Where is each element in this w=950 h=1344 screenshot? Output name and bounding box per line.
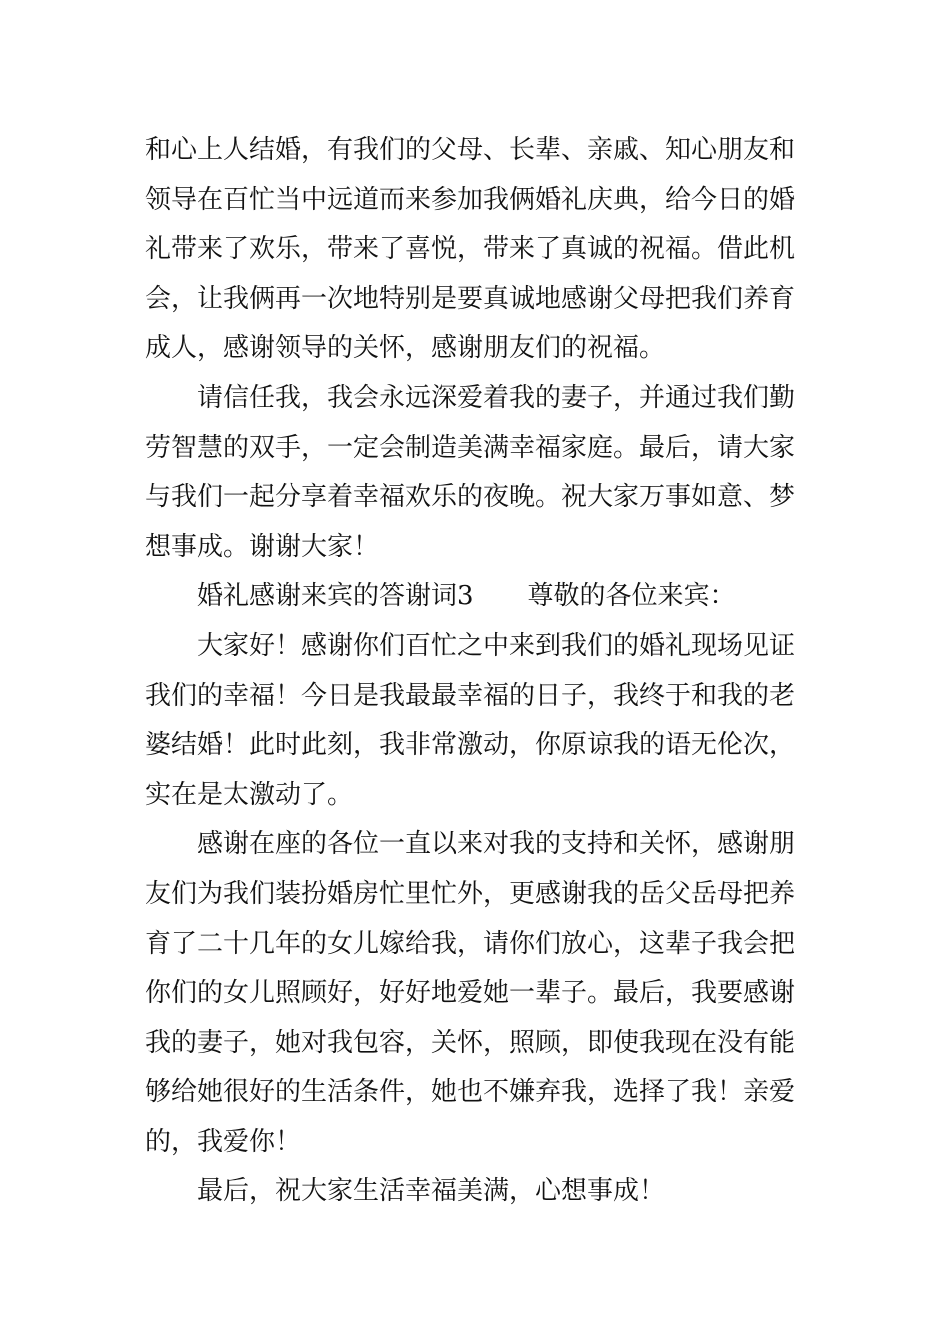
section-heading: 婚礼感谢来宾的答谢词3: [197, 581, 474, 612]
paragraph-3: [145, 622, 807, 820]
text-line: 领导在百忙当中远道而来参加我俩婚礼庆典，给今日的婚: [145, 184, 796, 215]
text-line: 育了二十几年的女儿嫁给我，请你们放心，这辈子我会把: [145, 928, 796, 959]
text-line: 成人，感谢领导的关怀，感谢朋友们的祝福。: [145, 333, 666, 364]
section-heading-line: [145, 572, 807, 622]
text-line: 大家好！感谢你们百忙之中来到我们的婚礼现场见证: [197, 630, 796, 661]
text-line: 友们为我们装扮婚房忙里忙外，更感谢我的岳父岳母把养: [145, 878, 796, 909]
text-line: 婆结婚！此时此刻，我非常激动，你原谅我的语无伦次，: [145, 730, 796, 761]
text-line: 会，让我俩再一次地特别是要真诚地感谢父母把我们养育: [145, 283, 796, 314]
document-body: [145, 126, 807, 1217]
text-line: 礼带来了欢乐，带来了喜悦，带来了真诚的祝福。借此机: [145, 234, 796, 265]
paragraph-1: [145, 126, 807, 374]
text-line: 和心上人结婚，有我们的父母、长辈、亲戚、知心朋友和: [145, 135, 796, 165]
paragraph-4: [145, 820, 807, 1167]
text-line: 实在是太激动了。: [145, 779, 354, 810]
text-line: 想事成。谢谢大家！: [145, 531, 380, 562]
text-line: 我们的幸福！今日是我最最幸福的日子，我终于和我的老: [145, 680, 796, 711]
text-line: 请信任我，我会永远深爱着我的妻子，并通过我们勤: [197, 382, 796, 413]
greeting: 尊敬的各位来宾：: [527, 581, 736, 612]
text-line: 的，我爱你！: [145, 1126, 302, 1157]
text-line: 劳智慧的双手，一定会制造美满幸福家庭。最后，请大家: [145, 432, 796, 463]
text-line: 够给她很好的生活条件，她也不嫌弃我，选择了我！亲爱: [145, 1077, 796, 1108]
paragraph-5: [145, 1167, 807, 1217]
text-line: 与我们一起分享着幸福欢乐的夜晚。祝大家万事如意、梦: [145, 482, 796, 513]
text-line: 感谢在座的各位一直以来对我的支持和关怀，感谢朋: [197, 829, 796, 860]
text-line: 最后，祝大家生活幸福美满，心想事成！: [197, 1176, 666, 1207]
text-line: 你们的女儿照顾好，好好地爱她一辈子。最后，我要感谢: [145, 978, 796, 1009]
text-line: 我的妻子，她对我包容，关怀，照顾，即使我现在没有能: [145, 1027, 796, 1058]
paragraph-2: [145, 374, 807, 572]
